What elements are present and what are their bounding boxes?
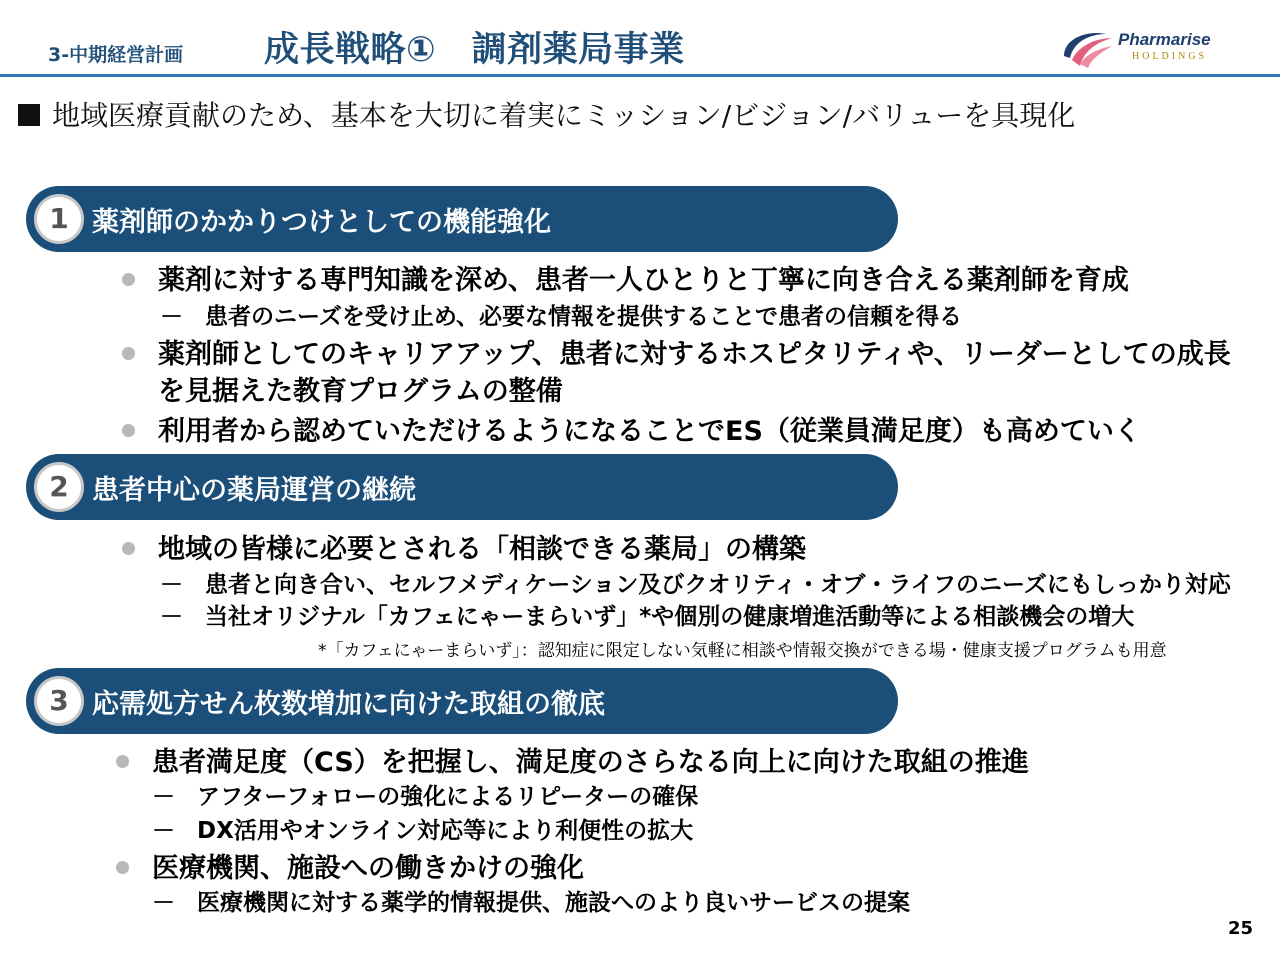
section-1-title: 薬剤師のかかりつけとしての機能強化: [92, 207, 551, 238]
header-rule: [0, 74, 1280, 77]
list-item: 患者満足度（CS）を把握し、満足度のさらなる向上に向けた取組の推進: [116, 740, 1029, 779]
section-1-number: 1: [34, 194, 84, 244]
company-logo: [1058, 26, 1238, 70]
list-item: 地域の皆様に必要とされる「相談できる薬局」の構築: [122, 527, 806, 566]
square-bullet-icon: [18, 104, 40, 126]
bullet-icon: [122, 273, 135, 286]
list-item-continuation: を見据えた教育プログラムの整備: [158, 376, 563, 407]
footnote: *「カフェにゃーまらいず」：認知症に限定しない気軽に相談や情報交換ができる場・健康支援プログラムも用意: [318, 641, 1167, 661]
dash-icon: －: [160, 604, 183, 630]
bullet-icon: [122, 424, 135, 437]
dash-icon: －: [152, 784, 175, 810]
logo-name: Pharmarise: [1118, 30, 1211, 49]
lead-statement: [18, 94, 1075, 134]
sub-list-item: － アフターフォローの強化によるリピーターの確保: [152, 784, 699, 810]
section-2-number: 2: [34, 462, 84, 512]
logo-sub: HOLDINGS: [1132, 51, 1208, 62]
bullet-icon: [116, 755, 129, 768]
sub-list-item: － 当社オリジナル「カフェにゃーまらいず」*や個別の健康増進活動等による相談機会の増大: [160, 604, 1135, 630]
section-2-title: 患者中心の薬局運営の継続: [92, 475, 416, 506]
sub-list-item: － 医療機関に対する薬学的情報提供、施設へのより良いサービスの提案: [152, 890, 911, 916]
page-number: 25: [1228, 918, 1254, 939]
slide-title: 成長戦略① 調剤薬局事業: [264, 30, 685, 70]
dash-icon: －: [152, 818, 175, 844]
list-item: 利用者から認めていただけるようになることでES（従業員満足度）も高めていく: [122, 409, 1141, 448]
list-item: 医療機関、施設への働きかけの強化: [116, 846, 584, 885]
bullet-icon: [122, 347, 135, 360]
section-3-number: 3: [34, 676, 84, 726]
sub-list-item: － DX活用やオンライン対応等により利便性の拡大: [152, 818, 694, 844]
section-3-header: [26, 668, 898, 734]
sub-list-item: － 患者のニーズを受け止め、必要な情報を提供することで患者の信頼を得る: [160, 304, 962, 330]
sub-list-item: － 患者と向き合い、セルフメディケーション及びクオリティ・オブ・ライフのニーズにもしっかり対応: [160, 572, 1231, 598]
slide-header: [0, 0, 1280, 80]
list-item: 薬剤師としてのキャリアアップ、患者に対するホスピタリティや、リーダーとしての成長: [122, 332, 1231, 371]
section-3-title: 応需処方せん枚数増加に向けた取組の徹底: [92, 689, 605, 720]
dash-icon: －: [152, 890, 175, 916]
list-item: 薬剤に対する専門知識を深め、患者一人ひとりと丁寧に向き合える薬剤師を育成: [122, 258, 1129, 297]
section-2-header: [26, 454, 898, 520]
section-label: 3-中期経営計画: [48, 44, 184, 66]
section-1-header: [26, 186, 898, 252]
dash-icon: －: [160, 304, 183, 330]
bullet-icon: [122, 542, 135, 555]
lead-text: 地域医療貢献のため、基本を大切に着実にミッション/ビジョン/バリューを具現化: [52, 99, 1076, 132]
dash-icon: －: [160, 572, 183, 598]
logo-swoosh-icon: [1058, 26, 1114, 70]
bullet-icon: [116, 861, 129, 874]
